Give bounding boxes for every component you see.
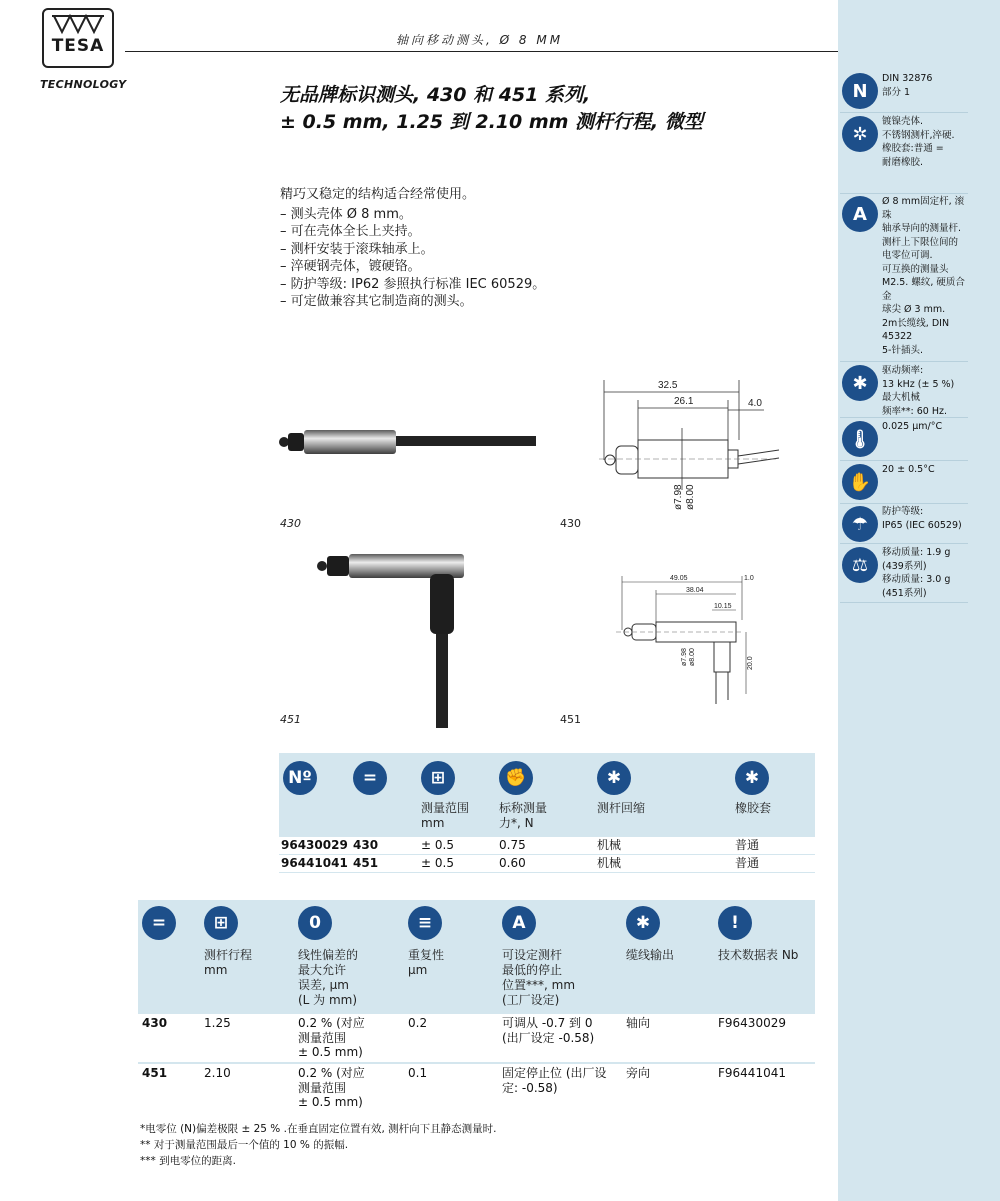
table-cell: 轴向	[626, 1016, 651, 1030]
column-header: 线性偏差的 最大允许 误差, µm (L 为 mm)	[298, 948, 359, 1007]
umbrella-protection-icon: ☂	[842, 506, 878, 542]
table-cell: 机械	[597, 856, 622, 870]
thermometer-icon: 🌡	[842, 421, 878, 457]
dim-451-side: 10.15	[714, 603, 732, 610]
table-cell: 430	[353, 838, 379, 852]
sidebar-item	[840, 113, 968, 194]
logo-text: TESA	[51, 36, 105, 56]
sidebar-item-text: 防护等级: IP65 (IEC 60529)	[882, 506, 962, 531]
logo-subtext: TECHNOLOGY	[40, 78, 127, 91]
caption-drawing-451: 451	[560, 713, 581, 726]
dim-430-body: 26.1	[674, 396, 694, 407]
dim-430-length: 32.5	[658, 380, 678, 391]
dim-430-end: 4.0	[748, 398, 762, 409]
sidebar-item-text: 驱动频率: 13 kHz (± 5 %) 最大机械 频率**: 60 Hz.	[882, 365, 955, 417]
table-cell: 451	[353, 856, 379, 870]
footnote: ** 对于测量范围最后一个值的 10 % 的振幅.	[140, 1139, 349, 1151]
table-row	[279, 837, 815, 854]
weight-icon: ⚖	[842, 547, 878, 583]
table-cell: 0.75	[499, 838, 526, 852]
feature-bullet: – 可在壳体全长上夹持。	[280, 224, 421, 240]
tesa-logo	[42, 8, 114, 68]
caption-photo-430: 430	[280, 517, 301, 530]
product-intro: 精巧又稳定的结构适合经常使用。	[280, 187, 476, 202]
table-cell: F96441041	[718, 1066, 786, 1080]
column-header: 测杆行程 mm	[204, 948, 253, 977]
hand-temperature-icon: ✋	[842, 464, 878, 500]
sidebar-item	[840, 193, 968, 362]
dim-451-end: 1.0	[744, 575, 754, 582]
table-cell: 0.1	[408, 1066, 428, 1080]
footnote: *** 到电零位的距离.	[140, 1155, 236, 1167]
linearity-icon: 0	[298, 906, 332, 940]
n-standard-icon: N	[842, 73, 878, 109]
feature-bullet: – 防护等级: IP62 参照执行标准 IEC 60529。	[280, 276, 546, 292]
sidebar-item-text: Ø 8 mm固定杆, 滚珠 轴承导向的测量杆. 测杆上下限位间的 电零位可调. 可互换的测量头 M2.5. 螺纹, 硬质合金 球尖 Ø 3 mm. 2m长缆线, DIN 45322 5-针插头.	[882, 196, 965, 356]
equals-icon: =	[142, 906, 176, 940]
sidebar-item-text: 0.025 µm/°C	[882, 421, 943, 432]
sidebar-item-text: DIN 32876 部分 1	[882, 73, 933, 98]
footnote: *电零位 (N)偏差极限 ± 25 % .在垂直固定位置有效, 测杆向下且静态测量时.	[140, 1123, 497, 1135]
table-cell: 可调从 -0.7 到 0 (出厂设定 -0.58)	[502, 1016, 595, 1045]
a-adjust-icon: A	[502, 906, 536, 940]
dim-430-dia1: ø7.98	[673, 484, 684, 510]
caption-drawing-430: 430	[560, 517, 581, 530]
dim-430-dia2: ø8.00	[685, 484, 696, 510]
feature-bullet: – 测杆安装于滚珠轴承上。	[280, 241, 434, 257]
table-cell: 0.2 % (对应 测量范围 ± 0.5 mm)	[298, 1016, 365, 1059]
table-cell: 0.60	[499, 856, 526, 870]
feature-bullet: – 可定做兼容其它制造商的测头。	[280, 294, 473, 309]
table-cell: 451	[142, 1066, 168, 1080]
logo-mark-icon	[44, 12, 112, 36]
hand-force-icon: ✊	[499, 761, 533, 795]
column-header: 橡胶套	[735, 801, 772, 815]
table-cell: 2.10	[204, 1066, 231, 1080]
column-header: 测量范围 mm	[421, 801, 470, 830]
photo-probe-451	[314, 548, 474, 728]
sidebar-item	[840, 362, 968, 418]
warning-icon: !	[718, 906, 752, 940]
sidebar-item-text: 移动质量: 1.9 g (439系列) 移动质量: 3.0 g (451系列)	[882, 547, 951, 599]
column-header: 重复性 µm	[408, 948, 445, 977]
page-header-title: 轴向移动测头, Ø 8 MM	[396, 33, 564, 47]
table-cell: 96441041	[281, 856, 348, 870]
table-cell: 旁向	[626, 1066, 651, 1080]
repeatability-icon: ≡	[408, 906, 442, 940]
dim-451-height: 20.0	[747, 656, 754, 670]
table-cell: 1.25	[204, 1016, 231, 1030]
table-row	[138, 1064, 815, 1112]
table-cell: 96430029	[281, 838, 348, 852]
table-cell: 普通	[735, 838, 760, 852]
photo-probe-430	[276, 420, 546, 480]
table-cell: 机械	[597, 838, 622, 852]
frequency-icon: ✱	[842, 365, 878, 401]
table-row	[138, 1014, 815, 1062]
column-header: 标称测量 力*, N	[499, 801, 548, 830]
dim-451-dia2: ø8.00	[689, 648, 696, 666]
caption-photo-451: 451	[280, 713, 301, 726]
table-cell: 普通	[735, 856, 760, 870]
table-row	[279, 855, 815, 872]
product-title-line1: 无品牌标识测头, 430 和 451 系列,	[280, 84, 591, 106]
feature-bullet: – 淬硬钢壳体，镀硬铬。	[280, 259, 421, 275]
spec-table	[138, 900, 815, 1112]
header-rule	[125, 51, 838, 52]
a-adjust-icon: A	[842, 196, 878, 232]
product-title-line2: ± 0.5 mm, 1.25 到 2.10 mm 测杆行程, 微型	[280, 111, 703, 133]
table-cell: 0.2	[408, 1016, 428, 1030]
table-cell: ± 0.5	[421, 838, 454, 852]
sidebar-item	[840, 544, 968, 603]
measuring-range-icon: ⊞	[421, 761, 455, 795]
stroke-icon: ⊞	[204, 906, 238, 940]
gear-hardness-icon: ✲	[842, 116, 878, 152]
sidebar-item	[840, 418, 968, 461]
no-icon: Nº	[283, 761, 317, 795]
dim-451-body: 38.04	[686, 587, 704, 594]
column-header: 可设定测杆 最低的停止 位置***, mm (工厂设定)	[502, 948, 576, 1007]
sidebar-item-text: 20 ± 0.5°C	[882, 464, 935, 475]
dim-451-length: 49.05	[670, 575, 688, 582]
sidebar-item-text: 镀镍壳体. 不锈钢测杆,淬硬. 橡胶套:普通 = 耐磨橡胶.	[882, 116, 955, 168]
drawing-probe-451	[606, 570, 766, 710]
table-cell: F96430029	[718, 1016, 786, 1030]
column-header: 缆线输出	[626, 948, 675, 962]
retraction-icon: ✱	[597, 761, 631, 795]
equals-icon: =	[353, 761, 387, 795]
column-header: 测杆回缩	[597, 801, 646, 815]
table-cell: ± 0.5	[421, 856, 454, 870]
dim-451-dia1: ø7.98	[681, 648, 688, 666]
rubber-boot-icon: ✱	[735, 761, 769, 795]
drawing-probe-430	[594, 370, 784, 520]
sidebar-item	[840, 70, 968, 113]
sidebar-item	[840, 461, 968, 504]
table-cell: 430	[142, 1016, 168, 1030]
table-cell: 固定停止位 (出厂设 定: -0.58)	[502, 1066, 607, 1095]
feature-bullet: – 测头壳体 Ø 8 mm。	[280, 207, 412, 222]
column-header: 技术数据表 Nb	[718, 948, 799, 962]
cable-icon: ✱	[626, 906, 660, 940]
order-table	[279, 753, 815, 873]
table-cell: 0.2 % (对应 测量范围 ± 0.5 mm)	[298, 1066, 365, 1109]
sidebar-item	[840, 503, 968, 544]
